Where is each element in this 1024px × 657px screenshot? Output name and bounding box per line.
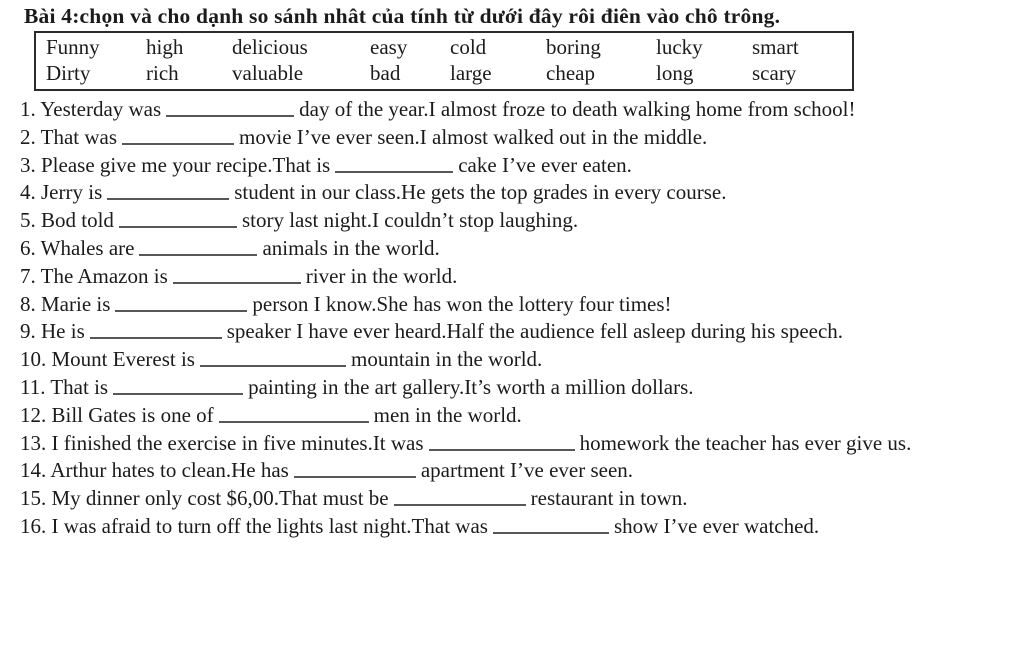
word-bank-word: easy xyxy=(370,35,408,59)
exercise-item xyxy=(20,430,936,458)
item-number: 10. xyxy=(20,347,47,372)
word-bank-word: valuable xyxy=(232,61,304,85)
item-text-before: That was xyxy=(40,124,118,149)
exercise-title: Bài 4:chọn và cho dạnh so sánh nhât của tính từ dưới đây rôi điên vào chô trông. xyxy=(24,4,781,28)
exercise-item xyxy=(20,457,936,485)
exercise-item xyxy=(20,152,936,180)
blank-line xyxy=(113,375,243,395)
blank-line xyxy=(115,292,247,312)
blank-line xyxy=(429,431,575,451)
item-text-before: I finished the exercise in five minutes.It was xyxy=(51,430,424,455)
exercise-item xyxy=(20,318,936,346)
word-bank-word: high xyxy=(146,35,184,59)
blank-line xyxy=(119,208,237,228)
item-number: 8. xyxy=(20,291,36,316)
exercise-item xyxy=(20,374,936,402)
exercise-item xyxy=(20,179,936,207)
item-text-before: Jerry is xyxy=(41,180,103,205)
item-number: 12. xyxy=(20,402,47,427)
item-text-after: cake I’ve ever eaten. xyxy=(458,152,632,177)
item-text-after: painting in the art gallery.It’s worth a million dollars. xyxy=(248,374,694,399)
item-text-after: student in our class.He gets the top grades in every course. xyxy=(234,180,727,205)
exercise-item xyxy=(20,485,936,513)
exercise-item xyxy=(20,346,936,374)
item-text-before: Marie is xyxy=(41,291,111,316)
item-text-after: mountain in the world. xyxy=(350,347,543,372)
word-bank-row xyxy=(46,34,852,60)
item-number: 11. xyxy=(20,374,46,399)
item-text-before: That is xyxy=(50,374,109,399)
item-text-after: person I know.She has won the lottery four times! xyxy=(252,291,672,316)
item-number: 1. xyxy=(20,97,36,121)
item-text-after: movie I’ve ever seen.I almost walked out in the middle. xyxy=(239,124,708,149)
item-text-before: I was afraid to turn off the lights last night.That was xyxy=(51,513,488,538)
blank-line xyxy=(166,97,294,117)
item-text-after: speaker I have ever heard.Half the audience fell asleep during his speech. xyxy=(226,319,844,344)
item-text-after: men in the world. xyxy=(373,402,522,427)
word-bank-row xyxy=(46,60,852,86)
blank-line xyxy=(294,459,416,479)
item-text-after: show I’ve ever watched. xyxy=(613,513,820,538)
item-number: 13. xyxy=(20,430,47,455)
blank-line xyxy=(173,264,301,284)
word-bank-word: smart xyxy=(752,35,799,59)
word-bank-box xyxy=(34,31,854,91)
word-bank-word: rich xyxy=(146,61,179,85)
item-text-after: homework the teacher has ever give us. xyxy=(579,430,912,455)
blank-line xyxy=(139,236,257,256)
item-number: 4. xyxy=(20,180,36,205)
exercise-item xyxy=(20,402,936,430)
item-number: 14. xyxy=(20,458,47,483)
word-bank-word: bad xyxy=(370,61,401,85)
word-bank-word: cheap xyxy=(546,61,595,85)
exercise-item xyxy=(20,513,936,541)
item-number: 9. xyxy=(20,319,36,344)
exercise-items xyxy=(20,96,936,541)
item-text-after: animals in the world. xyxy=(262,235,440,260)
item-number: 16. xyxy=(20,513,47,538)
item-text-before: My dinner only cost $6,00.That must be xyxy=(51,486,389,511)
item-text-before: Mount Everest is xyxy=(51,347,195,372)
blank-line xyxy=(493,514,609,534)
word-bank-word: boring xyxy=(546,35,601,59)
word-bank-word: scary xyxy=(752,61,797,85)
item-text-before: He is xyxy=(41,319,85,344)
item-number: 2. xyxy=(20,124,36,149)
item-text-before: Yesterday was xyxy=(40,97,162,121)
exercise-item xyxy=(20,291,936,319)
item-text-after: day of the year.I almost froze to death walking home from school! xyxy=(299,97,856,121)
item-text-before: Bod told xyxy=(41,208,114,233)
blank-line xyxy=(122,125,234,145)
blank-line xyxy=(200,347,346,367)
item-text-after: apartment I’ve ever seen. xyxy=(420,458,634,483)
word-bank-word: cold xyxy=(450,35,487,59)
word-bank-word: Dirty xyxy=(46,61,91,85)
item-text-before: Arthur hates to clean.He has xyxy=(50,458,289,483)
item-text-before: Please give me your recipe.That is xyxy=(41,152,331,177)
word-bank-word: long xyxy=(656,61,694,85)
exercise-item xyxy=(20,207,936,235)
blank-line xyxy=(219,403,369,423)
item-number: 5. xyxy=(20,208,36,233)
item-text-after: story last night.I couldn’t stop laughing. xyxy=(241,208,579,233)
word-bank-word: delicious xyxy=(232,35,308,59)
item-text-before: The Amazon is xyxy=(40,263,168,288)
exercise-item xyxy=(20,96,936,124)
exercise-item xyxy=(20,124,936,152)
word-bank-word: large xyxy=(450,61,492,85)
word-bank-word: lucky xyxy=(656,35,703,59)
item-text-before: Bill Gates is one of xyxy=(51,402,214,427)
item-text-before: Whales are xyxy=(40,235,135,260)
item-number: 15. xyxy=(20,486,47,511)
word-bank-word: Funny xyxy=(46,35,100,59)
blank-line xyxy=(335,153,453,173)
item-text-after: restaurant in town. xyxy=(530,486,688,511)
item-number: 6. xyxy=(20,235,36,260)
item-text-after: river in the world. xyxy=(305,263,458,288)
exercise-item xyxy=(20,263,936,291)
item-number: 7. xyxy=(20,263,36,288)
exercise-item xyxy=(20,235,936,263)
item-number: 3. xyxy=(20,152,36,177)
blank-line xyxy=(107,181,229,201)
blank-line xyxy=(394,486,526,506)
blank-line xyxy=(90,320,222,340)
